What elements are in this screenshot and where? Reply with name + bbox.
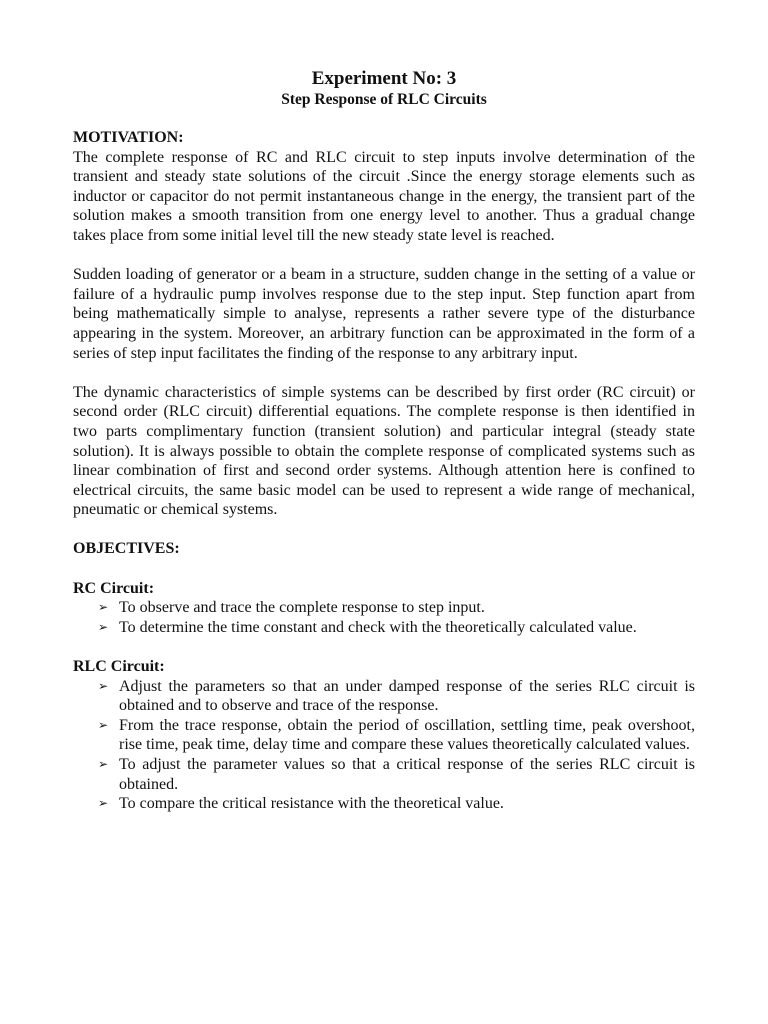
rc-objectives-list [73,598,695,637]
arrow-bullet-icon: ➢ [98,619,109,634]
list-item [98,794,695,814]
list-item [98,716,695,755]
motivation-heading: MOTIVATION: [73,129,184,146]
motivation-section [73,128,695,520]
list-item [98,677,695,716]
motivation-paragraph-3: The dynamic characteristics of simple systems can be described by first order (RC circuit) or second order (RLC circuit) differential equations. The complete response is then identified in two parts complimentary function (transient solution) and particular integral (steady state solution). It is always possible to obtain the complete response of complicated systems such as linear combination of first and second order systems. Although attention here is confined to electrical circuits, the same basic model can be used to represent a wide range of mechanical, pneumatic or chemical systems. [73,383,695,519]
list-item-text: To determine the time constant and check with the theoretically calculated value. [119,618,637,636]
motivation-paragraph-2: Sudden loading of generator or a beam in a structure, sudden change in the setting of a value or failure of a hydraulic pump involves response due to the step input. Step function apart from being mathematically simple to analyse, represents a rather severe type of the disturbance appearing in the system. Moreover, an arbitrary function can be approximated in the form of a series of step input facilitates the finding of the response to any arbitrary input. [73,266,695,362]
rc-circuit-heading: RC Circuit: [73,579,155,597]
arrow-bullet-icon: ➢ [98,678,109,693]
rlc-circuit-heading: RLC Circuit: [73,658,165,676]
list-item [98,598,695,618]
list-item-text: From the trace response, obtain the period of oscillation, settling time, peak overshoot, rise time, peak time, delay time and compare these values theoretically calculated values. [119,716,695,754]
list-item-text: To observe and trace the complete response to step input. [119,599,485,617]
list-item-text: To adjust the parameter values so that a critical response of the series RLC circuit is obtained. [119,756,695,793]
rlc-objectives-list [73,677,695,814]
document-page [73,68,695,814]
list-item-text: Adjust the parameters so that an under damped response of the series RLC circuit is obtained and to observe and trace of the response. [119,677,695,715]
list-item-text: To compare the critical resistance with the theoretical value. [119,795,504,813]
arrow-bullet-icon: ➢ [98,757,109,771]
list-item [98,618,695,638]
arrow-bullet-icon: ➢ [98,796,109,811]
list-item [98,755,695,794]
arrow-bullet-icon: ➢ [98,717,109,732]
experiment-title: Experiment No: 3 [311,68,457,89]
motivation-paragraph-1: The complete response of RC and RLC circuit to step inputs involve determination of the transient and steady state solutions of the circuit .Since the energy storage elements such as inductor or capacitor do not permit instantaneous change in the energy, the transient part of the solution makes a smooth transition from one energy level to another. Thus a gradual change takes place from some initial level till the new steady state level is reached. [73,148,695,244]
experiment-subtitle: Step Response of RLC Circuits [281,91,487,108]
objectives-heading: OBJECTIVES: [73,540,180,558]
arrow-bullet-icon: ➢ [98,600,109,615]
objectives-section [73,539,695,813]
